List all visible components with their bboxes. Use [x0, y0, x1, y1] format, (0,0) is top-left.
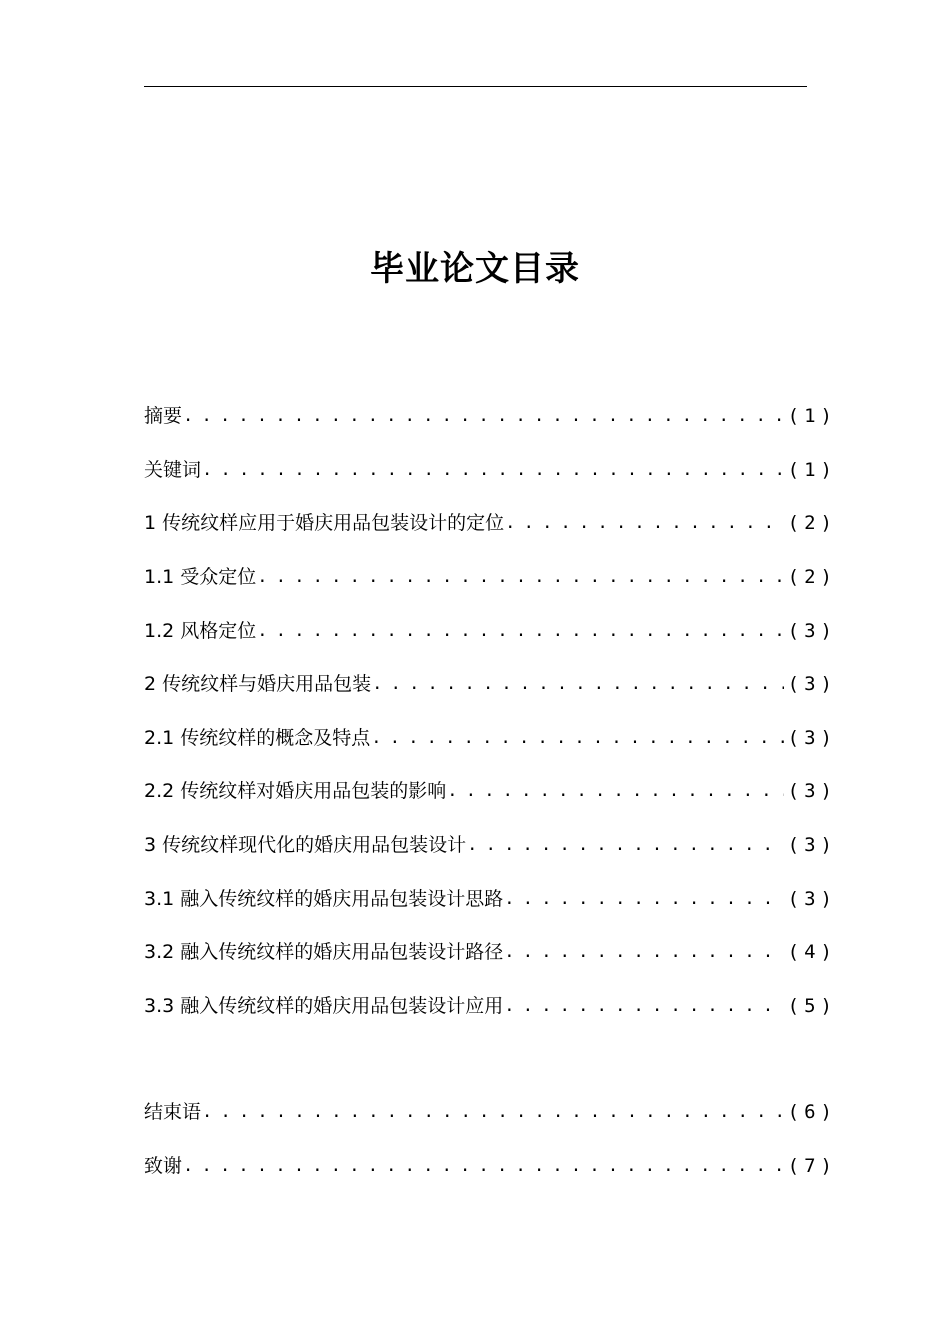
toc-dot-leader [371, 723, 783, 753]
toc-dot-leader [183, 1151, 784, 1181]
toc-dot-leader [372, 669, 784, 699]
toc-entry-chapter-3[interactable] [144, 830, 837, 860]
toc-entry-section-2-1[interactable] [144, 723, 837, 753]
toc-entry-page: (3) [787, 888, 837, 910]
toc-entry-label: 关键词 [144, 459, 202, 481]
toc-entry-label: 3.3 融入传统纹样的婚庆用品包装设计应用 [144, 995, 504, 1017]
header-rule [144, 86, 807, 87]
toc-entry-page: (1) [787, 405, 837, 427]
toc-entry-label: 3.2 融入传统纹样的婚庆用品包装设计路径 [144, 941, 504, 963]
toc-entry-conclusion[interactable] [144, 1097, 837, 1127]
toc-dot-leader [447, 776, 783, 806]
toc-entry-page: (6) [787, 1101, 837, 1123]
toc-entry-keywords[interactable] [144, 455, 837, 485]
toc-dot-leader [504, 937, 783, 967]
toc-dot-leader [505, 508, 784, 538]
toc-entry-page: (3) [787, 673, 837, 695]
toc-dot-leader [257, 562, 783, 592]
toc-entry-section-3-2[interactable] [144, 937, 837, 967]
toc-dot-leader [183, 401, 784, 431]
toc-entry-page: (3) [787, 834, 837, 856]
toc-entry-label: 3.1 融入传统纹样的婚庆用品包装设计思路 [144, 888, 504, 910]
toc-entry-abstract[interactable] [144, 401, 837, 431]
toc-entry-page: (3) [787, 780, 837, 802]
toc-entry-label: 结束语 [144, 1101, 202, 1123]
page-title: 毕业论文目录 [370, 249, 580, 289]
toc-entry-chapter-1[interactable] [144, 508, 837, 538]
toc-entry-page: (3) [787, 727, 837, 749]
toc-entry-section-1-1[interactable] [144, 562, 837, 592]
toc-entry-section-3-3[interactable] [144, 991, 837, 1021]
toc-dot-leader [504, 991, 783, 1021]
toc-entry-page: (5) [787, 995, 837, 1017]
toc-entry-label: 1 传统纹样应用于婚庆用品包装设计的定位 [144, 512, 505, 534]
toc-entry-label: 摘要 [144, 405, 183, 427]
toc-entry-label: 1.1 受众定位 [144, 566, 257, 588]
toc-entry-page: (2) [787, 512, 837, 534]
toc-entry-label: 致谢 [144, 1155, 183, 1177]
toc-entry-label: 2.2 传统纹样对婚庆用品包装的影响 [144, 780, 447, 802]
toc-entry-label: 3 传统纹样现代化的婚庆用品包装设计 [144, 834, 467, 856]
toc-dot-leader [202, 1097, 784, 1127]
toc-dot-leader [467, 830, 784, 860]
toc-entry-acknowledgements[interactable] [144, 1151, 837, 1181]
toc-entry-section-1-2[interactable] [144, 616, 837, 646]
toc-entry-page: (2) [787, 566, 837, 588]
toc-entry-label: 2 传统纹样与婚庆用品包装 [144, 673, 372, 695]
toc-entry-section-3-1[interactable] [144, 884, 837, 914]
toc-entry-chapter-2[interactable] [144, 669, 837, 699]
toc-entry-page: (1) [787, 459, 837, 481]
toc-dot-leader [504, 884, 783, 914]
toc-entry-page: (7) [787, 1155, 837, 1177]
toc-dot-leader [202, 455, 784, 485]
toc-entry-page: (4) [787, 941, 837, 963]
toc-entry-section-2-2[interactable] [144, 776, 837, 806]
toc-entry-label: 1.2 风格定位 [144, 620, 257, 642]
toc-entry-page: (3) [787, 620, 837, 642]
toc-entry-label: 2.1 传统纹样的概念及特点 [144, 727, 371, 749]
toc-dot-leader [257, 616, 783, 646]
